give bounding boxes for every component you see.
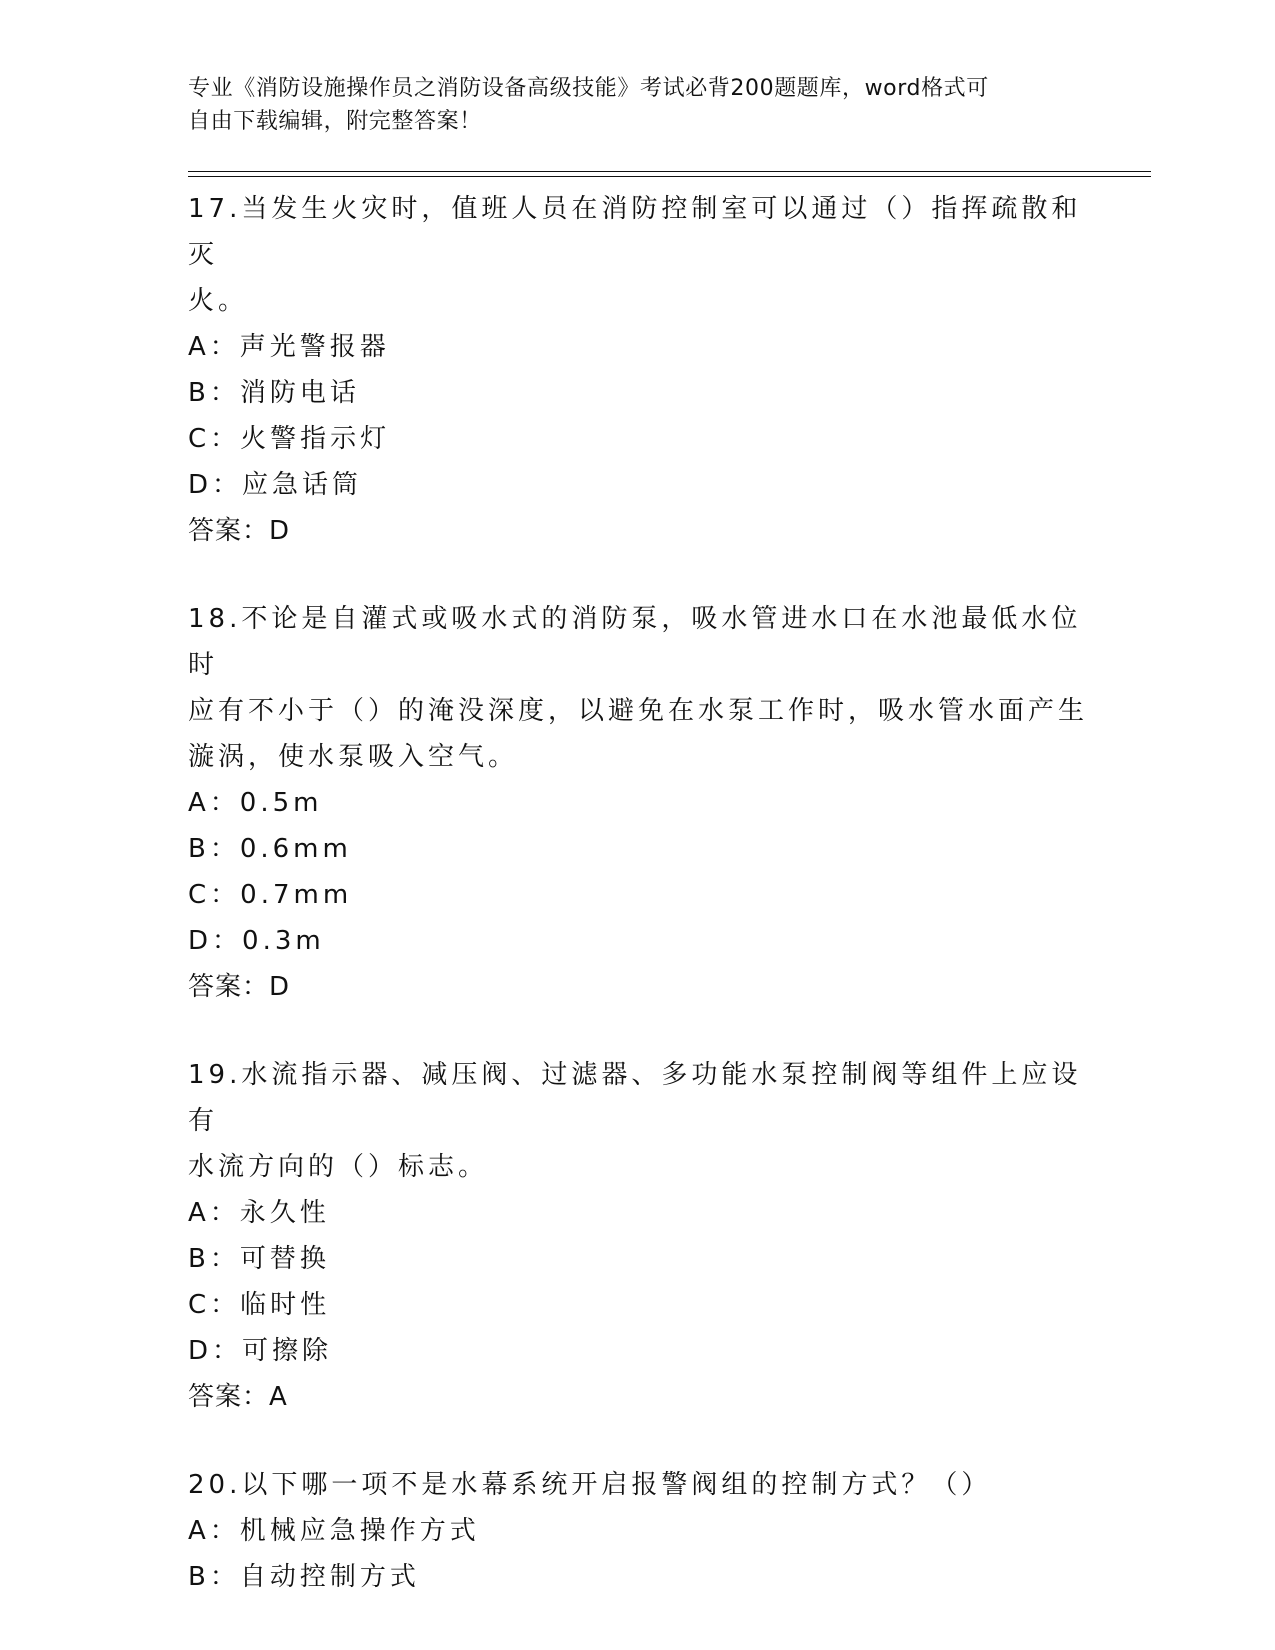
- question-19: [188, 1052, 1088, 1420]
- option-a: A：0.5m: [188, 788, 323, 818]
- header-line-1: 专业《消防设施操作员之消防设备高级技能》考试必背200题题库，word格式可: [188, 76, 989, 101]
- option-b: B：0.6mm: [188, 834, 352, 864]
- question-stem-line: 19.水流指示器、减压阀、过滤器、多功能水泵控制阀等组件上应设有: [188, 1060, 1082, 1136]
- question-stem-line: 漩涡，使水泵吸入空气。: [188, 742, 519, 772]
- question-list: [188, 186, 1088, 1600]
- header-rule-top: [188, 171, 1151, 172]
- question-20: [188, 1462, 1088, 1600]
- option-d: D：0.3m: [188, 926, 325, 956]
- option-c: C：临时性: [188, 1290, 331, 1320]
- question-stem-line: 应有不小于（）的淹没深度，以避免在水泵工作时，吸水管水面产生: [188, 696, 1089, 726]
- question-17: [188, 186, 1088, 554]
- option-d: D：可擦除: [188, 1336, 333, 1366]
- question-stem-line: 火。: [188, 286, 249, 316]
- option-d: D：应急话筒: [188, 470, 363, 500]
- header-line-2: 自由下载编辑，附完整答案！: [188, 109, 482, 134]
- option-b: B：消防电话: [188, 378, 360, 408]
- answer-line: 答案：D: [188, 972, 291, 1002]
- question-18: [188, 596, 1088, 1010]
- header-rule-bottom: [188, 176, 1151, 177]
- document-header: [188, 72, 1088, 138]
- option-b: B：可替换: [188, 1244, 330, 1274]
- option-c: C：火警指示灯: [188, 424, 391, 454]
- option-c: C：0.7mm: [188, 880, 353, 910]
- option-a: A：机械应急操作方式: [188, 1516, 480, 1546]
- question-stem-line: 18.不论是自灌式或吸水式的消防泵，吸水管进水口在水池最低水位时: [188, 604, 1082, 680]
- question-stem-line: 17.当发生火灾时，值班人员在消防控制室可以通过（）指挥疏散和灭: [188, 194, 1082, 270]
- answer-line: 答案：D: [188, 516, 291, 546]
- option-b: B：自动控制方式: [188, 1562, 420, 1592]
- question-stem-line: 20.以下哪一项不是水幕系统开启报警阀组的控制方式？（）: [188, 1470, 992, 1500]
- option-a: A：声光警报器: [188, 332, 390, 362]
- question-stem-line: 水流方向的（）标志。: [188, 1152, 489, 1182]
- answer-line: 答案：A: [188, 1382, 288, 1412]
- option-a: A：永久性: [188, 1198, 330, 1228]
